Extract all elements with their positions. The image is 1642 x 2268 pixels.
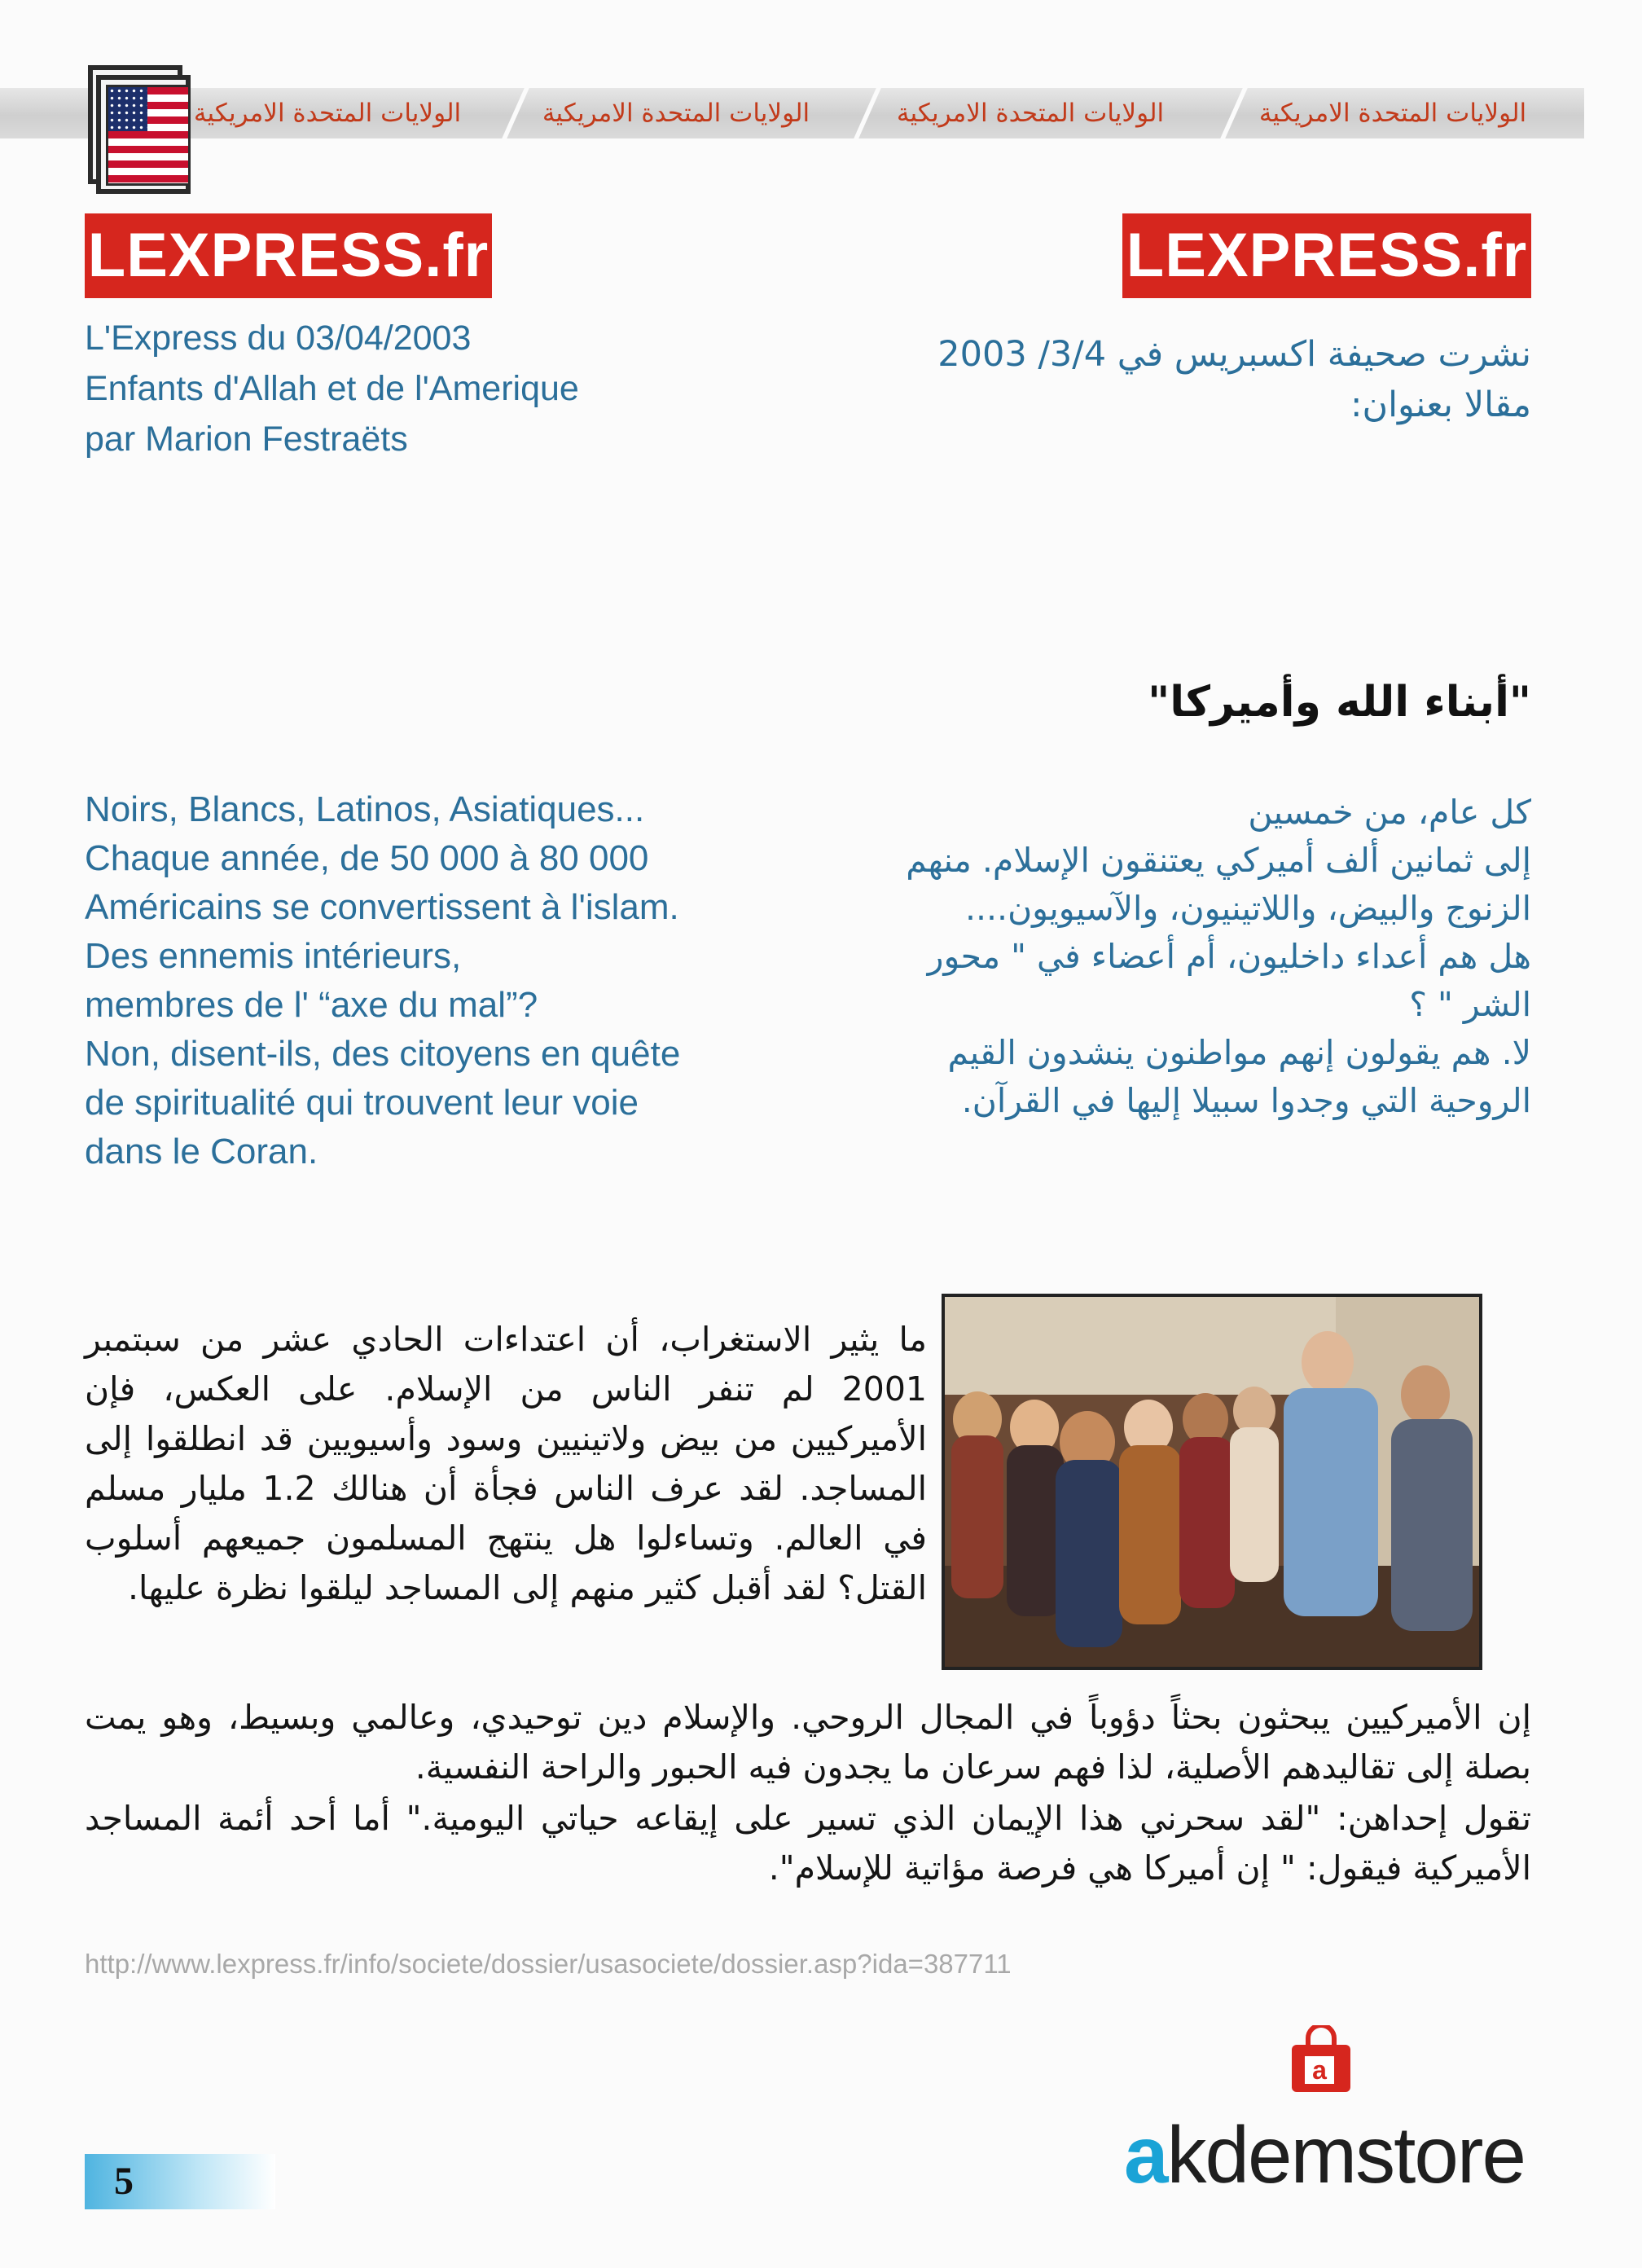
body-paragraph-1: ما يثير الاستغراب، أن اعتداءات الحادي عشر من سبتمبر 2001 لم تنفر الناس من الإسلام. على العكس، فإن الأميركيين من بيض ولاتينيين وسود وأسيويين قد انطلقوا إلى المساجد. لقد عرف الناس فجأة أن هنالك 1.2 مليار مسلم في العالم. وتساءلوا هل ينتهج المسلمون جميعهم أسلوب القتل؟ لقد أقبل كثير منهم إلى المساجد ليلقوا نظرة عليها. bbox=[85, 1320, 927, 1607]
header-band-item: الولايات المتحدة الامريكية bbox=[1258, 99, 1527, 128]
shopping-bag-icon bbox=[1287, 2025, 1355, 2094]
mosque-prayer-photo bbox=[942, 1294, 1482, 1670]
body-paragraph-3: تقول إحداهن: "لقد سحرني هذا الإيمان الذي تسير على إيقاعه حياتي اليومية." أما أحد أئمة المساجد الأميركية فيقول: " إن أميركا هي فرصة مؤاتية للإسلام". bbox=[85, 1799, 1531, 1888]
arabic-article-meta: نشرت صحيفة اكسبريس في 3/4/ 2003 مقالا بعنوان: bbox=[937, 334, 1531, 425]
lexpress-logo: LEXPRESS.fr bbox=[1122, 213, 1531, 298]
french-article-meta: L'Express du 03/04/2003 Enfants d'Allah et de l'Amerique par Marion Festraëts bbox=[85, 319, 579, 459]
page-number: 5 bbox=[114, 2160, 134, 2203]
header-band-item: الولايات المتحدة الامريكية bbox=[896, 99, 1165, 128]
source-url[interactable]: http://www.lexpress.fr/info/societe/dossier/usasociete/dossier.asp?ida=387711 bbox=[85, 1949, 1012, 1979]
header-band-item: الولايات المتحدة الامريكية bbox=[542, 99, 810, 128]
page-number-tab bbox=[85, 2154, 275, 2209]
bag-letter: a bbox=[1312, 2055, 1327, 2085]
header-band-item: الولايات المتحدة الامريكية bbox=[193, 99, 462, 128]
article-title-arabic: "أبناء الله وأميركا" bbox=[1148, 678, 1531, 727]
french-intro: Noirs, Blancs, Latinos, Asiatiques... Chaque année, de 50 000 à 80 000 Américains se convertissent à l'islam. Des ennemis intérieurs, membres de l' “axe du mal”? Non, disent-ils, des citoyens en quête de spiritualité qui trouvent leur voie dans le Coran. bbox=[85, 789, 681, 1171]
lexpress-logo: LEXPRESS.fr bbox=[85, 213, 492, 298]
store-brand-rest: kdemstore bbox=[1166, 2110, 1526, 2200]
body-paragraph-2: إن الأميركيين يبحثون بحثاً دؤوباً في المجال الروحي. والإسلام دين توحيدي، وعالمي وبسيط، وهو يمت بصلة إلى تقاليدهم الأصلية، لذا فهم سرعان ما يجدون فيه الحبور والراحة النفسية. bbox=[85, 1698, 1531, 1787]
arabic-intro: كل عام، من خمسين إلى ثمانين ألف أميركي يعتنقون الإسلام. منهم الزنوج والبيض، واللاتينيون، والآسيويون.... هل هم أعداء داخليون، أم أعضاء في " محور الشر " ؟ لا. هم يقولون إنهم مواطنون ينشدون القيم الروحية التي وجدوا سبيلا إليها في القرآن. bbox=[906, 793, 1531, 1120]
akdemstore-logo bbox=[1124, 2110, 1525, 2200]
store-brand-a: a bbox=[1124, 2110, 1167, 2200]
